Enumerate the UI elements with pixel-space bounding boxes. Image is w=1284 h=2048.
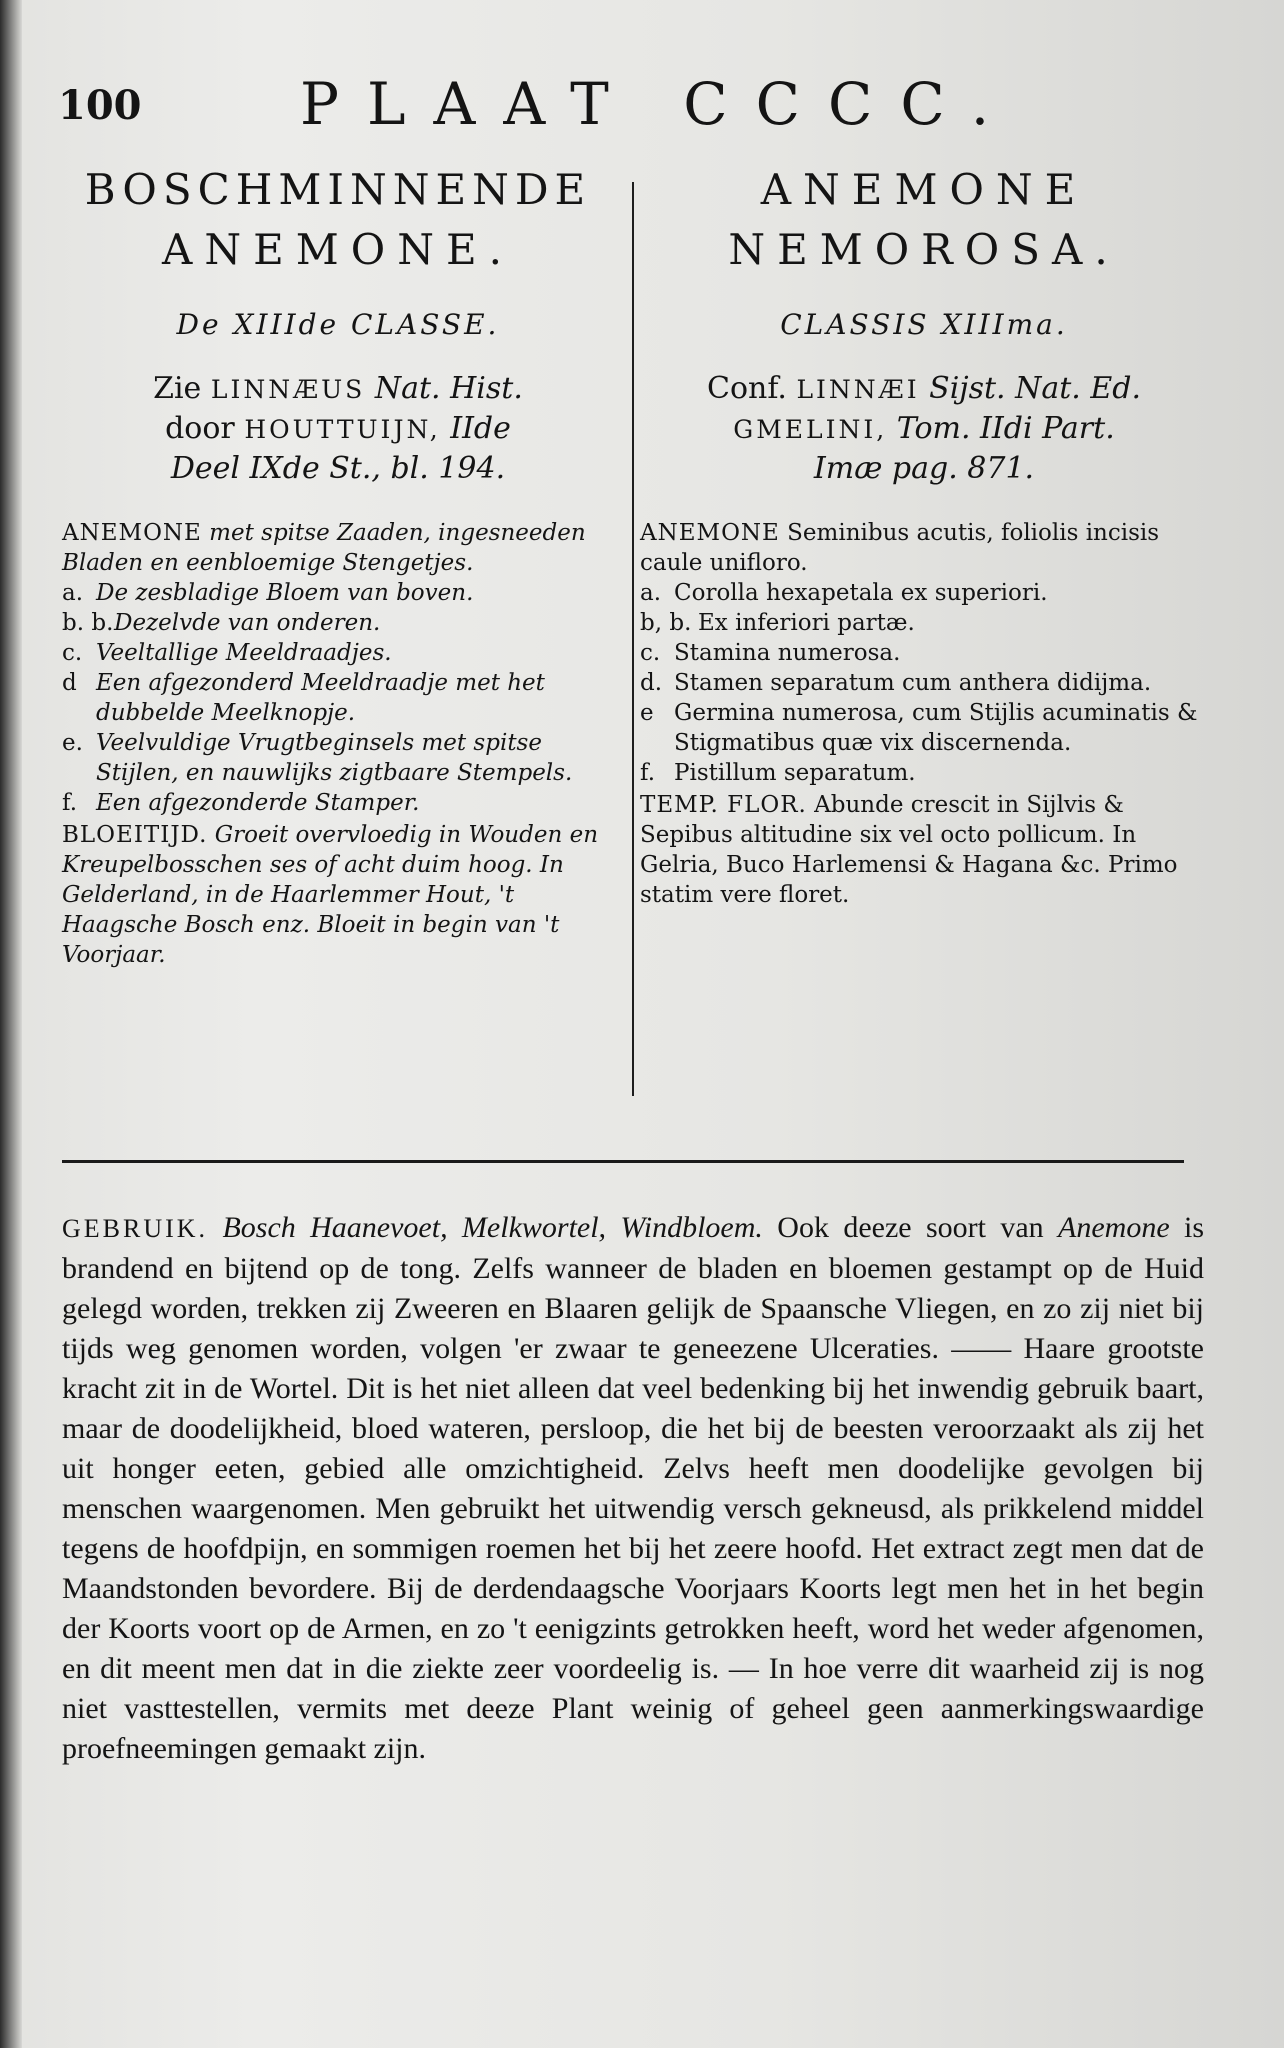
page-number: 100 xyxy=(58,82,142,129)
latin-item: f. Pistillum separatum. xyxy=(640,760,916,786)
gebruik-text1: Ook deeze soort van xyxy=(777,1211,1044,1244)
section-rule xyxy=(62,1160,1184,1163)
dutch-item: e. Veelvuldige Vrugtbeginsels met spitse Stijlen, en nauwlijks zigtbaare Stempels. xyxy=(62,730,573,786)
ref-deel: Deel IXde St., bl. 194. xyxy=(170,451,506,486)
temp-flor-text: Abunde crescit in Sijlvis & Sepibus altitudine six vel octo pollicum. In Gelria, Buco Harlemensi & Hagana &c. Primo statim vere floret. xyxy=(640,792,1178,908)
ref-sijst: Sijst. Nat. Ed. xyxy=(929,371,1142,406)
gebruik-paragraph xyxy=(62,1208,1204,1769)
gebruik-anemone: Anemone xyxy=(1058,1211,1170,1244)
latin-temp-flor xyxy=(640,790,1208,910)
dutch-title-line2: ANEMONE. xyxy=(162,225,514,274)
latin-item: e Germina numerosa, cum Stijlis acuminatis & Stigmatibus quæ vix discernenda. xyxy=(640,700,1198,756)
ref-door: door xyxy=(165,411,235,446)
latin-reference xyxy=(640,369,1208,488)
latin-item: a. Corolla hexapetala ex superiori. xyxy=(640,580,1048,606)
dutch-item: d Een afgezonderd Meeldraadje met het dubbelde Meelknopje. xyxy=(62,670,545,726)
dutch-item: b. b. Dezelvde van onderen. xyxy=(62,610,381,636)
book-spine-shadow xyxy=(0,0,22,2048)
dutch-bloeitijd xyxy=(62,820,614,970)
ref-zie: Zie xyxy=(153,371,202,406)
gebruik-lead: GEBRUIK. xyxy=(62,1214,209,1243)
latin-anemone-word: ANEMONE xyxy=(640,520,780,546)
dutch-reference xyxy=(62,369,614,488)
dutch-item: f. Een afgezonderde Stamper. xyxy=(62,790,420,816)
latin-column xyxy=(640,160,1208,910)
latin-description xyxy=(640,518,1208,910)
latin-item: d. Stamen separatum cum anthera didijma. xyxy=(640,670,1152,696)
plate-title: PLAAT CCCC. xyxy=(300,70,1018,138)
dutch-anemone-word: ANEMONE xyxy=(62,520,202,546)
latin-anemone-entry xyxy=(640,518,1208,578)
temp-flor-word: TEMP. FLOR. xyxy=(640,792,807,818)
latin-anemone-desc: Seminibus acutis, foliolis incisis caule unifloro. xyxy=(640,520,1160,576)
dutch-item: a. De zesbladige Bloem van boven. xyxy=(62,580,474,606)
ref-linnaei: LINNÆI xyxy=(796,375,920,404)
latin-title-line2: NEMOROSA. xyxy=(728,225,1120,274)
column-divider xyxy=(632,182,634,1096)
ref-linnaeus: LINNÆUS xyxy=(210,375,366,404)
bloeitijd-word: BLOEITIJD. xyxy=(62,822,208,848)
dutch-column xyxy=(62,160,614,970)
gebruik-text2: is brandend en bijtend op de tong. Zelfs wanneer de bladen en bloemen gestampt op de Huid gelegd worden, trekken zij Zweeren en Blaaren gelijk de Spaansche Vliegen, en zo zij niet bij tijds weg genomen worden, volgen 'er zwaar te geneezene Ulceraties. —— Haare grootste kracht zit in de Wortel. Dit is het niet alleen dat veel bedenking bij het inwendig gebruik baart, maar de doodelijkheid, bloed wateren, persloop, die het bij de beesten veroorzaakt als zij het uit honger eeten, gebied alle omzichtigheid. Zelvs heeft men doodelijke gevolgen bij menschen waargenomen. Men gebruikt het uitwendig versch gekneusd, als prikkelend middel tegens de hoofdpijn, en sommigen roemen het bij het zeere hoofd. Het extract zegt men dat de Maandstonden bevordere. Bij de derdendaagsche Voorjaars Koorts legt men het in het begin der Koorts voort op de Armen, en zo 't eenigzints getrokken heeft, word het weder afgenomen, en dit meent men dat in die ziekte zeer voordeelig is. — In hoe verre dit waarheid zij is nog niet vasttestellen, vermits met deeze Plant weinig of geheel geen aanmerkingswaardige proefneemingen gemaakt zijn. xyxy=(62,1211,1205,1765)
latin-classis: CLASSIS XIIIma. xyxy=(780,308,1068,341)
ref-imae: Imæ pag. 871. xyxy=(813,451,1035,486)
bloeitijd-text: Groeit overvloedig in Wouden en Kreupelbosschen ses of acht duim hoog. In Gelderland, in de Haarlemmer Hout, 't Haagsche Bosch enz. Bloeit in begin van 't Voorjaar. xyxy=(62,822,599,968)
gebruik-names: Bosch Haanevoet, Melkwortel, Windbloem. xyxy=(222,1211,763,1244)
dutch-item: c. Veeltallige Meeldraadjes. xyxy=(62,640,392,666)
ref-tom: Tom. IIdi Part. xyxy=(896,411,1115,446)
dutch-description xyxy=(62,518,614,970)
dutch-anemone-entry xyxy=(62,518,614,578)
dutch-classe: De XIIIde CLASSE. xyxy=(176,308,500,341)
ref-houttuijn: HOUTTUIJN, xyxy=(244,415,441,444)
ref-ilde: IIde xyxy=(450,411,511,446)
ref-nat-hist: Nat. Hist. xyxy=(374,371,523,406)
dutch-title-line1: BOSCHMINNENDE xyxy=(84,165,592,214)
latin-title-line1: ANEMONE xyxy=(760,165,1088,214)
latin-item: c. Stamina numerosa. xyxy=(640,640,901,666)
dutch-anemone-desc: met spitse Zaaden, ingesneeden Bladen en eenbloemige Stengetjes. xyxy=(62,520,586,576)
ref-conf: Conf. xyxy=(706,371,787,406)
latin-item: b, b. Ex inferiori partæ. xyxy=(640,610,915,636)
ref-gmelini: GMELINI, xyxy=(733,415,888,444)
